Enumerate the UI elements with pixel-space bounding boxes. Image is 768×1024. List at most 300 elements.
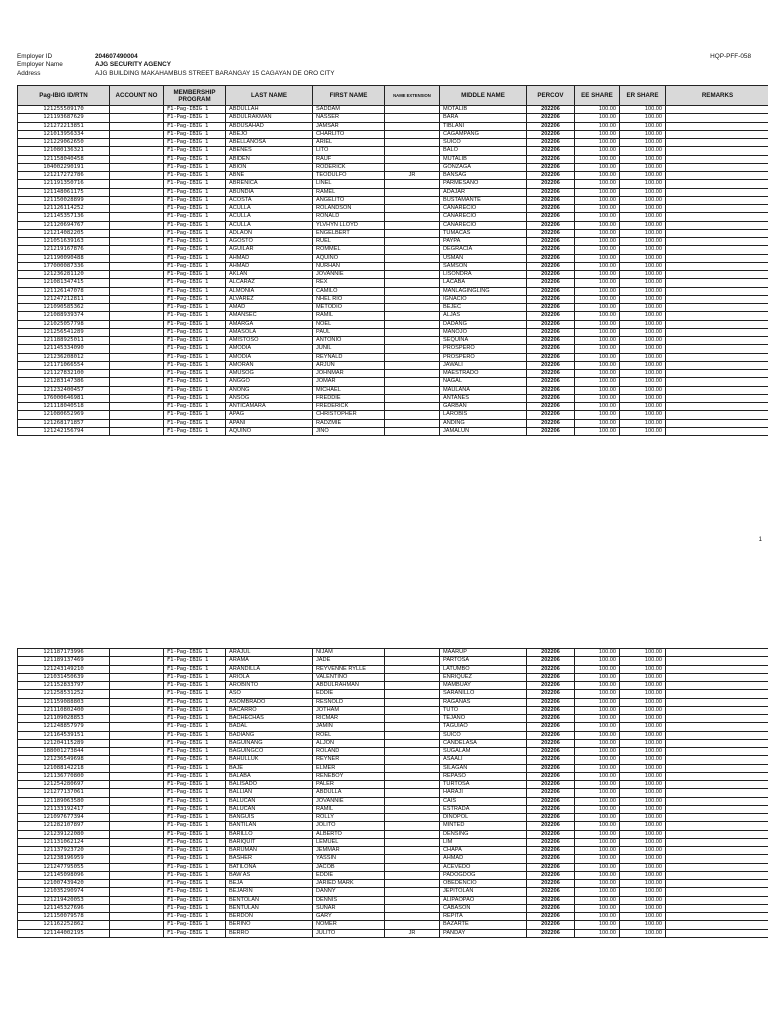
pagibig-id-cell: 121190090488 (18, 254, 110, 262)
table-row (18, 921, 768, 929)
ee-share-cell: 100.00 (575, 238, 620, 246)
middle-name-cell: DADANG (440, 320, 527, 328)
remarks-cell (666, 196, 768, 204)
percov-cell: 202206 (527, 855, 575, 863)
name-extension-cell (385, 723, 440, 731)
first-name-cell: ALJON (313, 739, 385, 747)
er-share-cell: 100.00 (620, 378, 666, 386)
remarks-cell (666, 682, 768, 690)
ee-share-cell: 100.00 (575, 370, 620, 378)
table-row (18, 690, 768, 698)
middle-name-cell: ANDING (440, 419, 527, 427)
ee-share-cell: 100.00 (575, 929, 620, 937)
account-no-cell (110, 386, 164, 394)
table-row (18, 353, 768, 361)
membership-program-cell: F1-Pag-IBIG 1 (164, 205, 226, 213)
account-no-cell (110, 880, 164, 888)
remarks-cell (666, 254, 768, 262)
first-name-cell: JOTHAM (313, 706, 385, 714)
membership-program-cell: F1-Pag-IBIG 1 (164, 847, 226, 855)
account-no-cell (110, 739, 164, 747)
er-share-cell: 100.00 (620, 756, 666, 764)
middle-name-cell: ENRIQUEZ (440, 673, 527, 681)
col-header-name-extension: NAME EXTENSION (385, 86, 440, 106)
pagibig-id-cell: 121080652969 (18, 411, 110, 419)
account-no-cell (110, 913, 164, 921)
table-row (18, 370, 768, 378)
membership-program-cell: F1-Pag-IBIG 1 (164, 764, 226, 772)
percov-cell: 202206 (527, 921, 575, 929)
ee-share-cell: 100.00 (575, 353, 620, 361)
first-name-cell: NHEL RIO (313, 295, 385, 303)
account-no-cell (110, 403, 164, 411)
pagibig-id-cell: 121229062650 (18, 139, 110, 147)
account-no-cell (110, 122, 164, 130)
first-name-cell: JULITO (313, 929, 385, 937)
middle-name-cell: PROSPERO (440, 345, 527, 353)
first-name-cell: RONALD (313, 213, 385, 221)
account-no-cell (110, 929, 164, 937)
membership-program-cell: F1-Pag-IBIG 1 (164, 797, 226, 805)
er-share-cell: 100.00 (620, 147, 666, 155)
account-no-cell (110, 320, 164, 328)
table-row (18, 163, 768, 171)
ee-share-cell: 100.00 (575, 180, 620, 188)
first-name-cell: PAUL (313, 328, 385, 336)
percov-cell: 202206 (527, 312, 575, 320)
pagibig-id-cell: 121126114252 (18, 205, 110, 213)
ee-share-cell: 100.00 (575, 213, 620, 221)
remarks-cell (666, 822, 768, 830)
account-no-cell (110, 706, 164, 714)
er-share-cell: 100.00 (620, 805, 666, 813)
er-share-cell: 100.00 (620, 394, 666, 402)
pagibig-id-cell: 121035290974 (18, 888, 110, 896)
table-row (18, 196, 768, 204)
middle-name-cell: JAWALI (440, 361, 527, 369)
percov-cell: 202206 (527, 295, 575, 303)
account-no-cell (110, 188, 164, 196)
first-name-cell: CHARLITO (313, 130, 385, 138)
account-no-cell (110, 345, 164, 353)
first-name-cell: TEODULFO (313, 172, 385, 180)
pagibig-id-cell: 121191350716 (18, 180, 110, 188)
er-share-cell: 100.00 (620, 246, 666, 254)
account-no-cell (110, 238, 164, 246)
pagibig-id-cell: 121247212811 (18, 295, 110, 303)
membership-program-cell: F1-Pag-IBIG 1 (164, 337, 226, 345)
er-share-cell: 100.00 (620, 657, 666, 665)
er-share-cell: 100.00 (620, 353, 666, 361)
percov-cell: 202206 (527, 386, 575, 394)
pagibig-id-cell: 121031450639 (18, 673, 110, 681)
middle-name-cell: MOTALIB (440, 106, 527, 114)
percov-cell: 202206 (527, 147, 575, 155)
ee-share-cell: 100.00 (575, 295, 620, 303)
table-row (18, 764, 768, 772)
account-no-cell (110, 139, 164, 147)
table-header-row (18, 86, 768, 106)
name-extension-cell (385, 805, 440, 813)
ee-share-cell: 100.00 (575, 904, 620, 912)
er-share-cell: 100.00 (620, 279, 666, 287)
membership-program-cell: F1-Pag-IBIG 1 (164, 378, 226, 386)
middle-name-cell: ADAJAR (440, 188, 527, 196)
last-name-cell: ABRENICA (226, 180, 313, 188)
membership-program-cell: F1-Pag-IBIG 1 (164, 427, 226, 435)
first-name-cell: NURHAN (313, 262, 385, 270)
middle-name-cell: PADOGDOG (440, 871, 527, 879)
percov-cell: 202206 (527, 822, 575, 830)
percov-cell: 202206 (527, 229, 575, 237)
first-name-cell: JACOB (313, 863, 385, 871)
address-label: Address (17, 69, 41, 77)
ee-share-cell: 100.00 (575, 262, 620, 270)
ee-share-cell: 100.00 (575, 155, 620, 163)
pagibig-id-cell: 121256541289 (18, 328, 110, 336)
name-extension-cell (385, 271, 440, 279)
col-header-ee-share: EE SHARE (575, 86, 620, 106)
remarks-cell (666, 690, 768, 698)
percov-cell: 202206 (527, 772, 575, 780)
pagibig-id-cell: 121189137469 (18, 657, 110, 665)
table-row (18, 238, 768, 246)
percov-cell: 202206 (527, 262, 575, 270)
er-share-cell: 100.00 (620, 789, 666, 797)
last-name-cell: BENTULAN (226, 904, 313, 912)
name-extension-cell (385, 279, 440, 287)
middle-name-cell: USMAN (440, 254, 527, 262)
table-row (18, 320, 768, 328)
remarks-cell (666, 106, 768, 114)
first-name-cell: ROMMEL (313, 246, 385, 254)
last-name-cell: BALUCAN (226, 797, 313, 805)
percov-cell: 202206 (527, 723, 575, 731)
middle-name-cell: PARMESANO (440, 180, 527, 188)
membership-program-cell: F1-Pag-IBIG 1 (164, 304, 226, 312)
table-row (18, 698, 768, 706)
account-no-cell (110, 698, 164, 706)
ee-share-cell: 100.00 (575, 673, 620, 681)
er-share-cell: 100.00 (620, 706, 666, 714)
remarks-cell (666, 706, 768, 714)
col-header-remarks: REMARKS (666, 86, 768, 106)
name-extension-cell (385, 690, 440, 698)
membership-program-cell: F1-Pag-IBIG 1 (164, 213, 226, 221)
membership-program-cell: F1-Pag-IBIG 1 (164, 403, 226, 411)
first-name-cell: ENGELBERT (313, 229, 385, 237)
remarks-cell (666, 163, 768, 171)
er-share-cell: 100.00 (620, 361, 666, 369)
pagibig-id-cell: 121088939374 (18, 312, 110, 320)
name-extension-cell (385, 205, 440, 213)
middle-name-cell: SILAGAN (440, 764, 527, 772)
account-no-cell (110, 163, 164, 171)
last-name-cell: ALMONIA (226, 287, 313, 295)
percov-cell: 202206 (527, 337, 575, 345)
name-extension-cell (385, 419, 440, 427)
name-extension-cell (385, 427, 440, 435)
table-row (18, 756, 768, 764)
membership-program-cell: F1-Pag-IBIG 1 (164, 739, 226, 747)
last-name-cell: ABDUSAHAD (226, 122, 313, 130)
remarks-cell (666, 855, 768, 863)
membership-program-cell: F1-Pag-IBIG 1 (164, 320, 226, 328)
name-extension-cell (385, 863, 440, 871)
last-name-cell: ACULLA (226, 221, 313, 229)
last-name-cell: AHMAD (226, 254, 313, 262)
pagibig-id-cell: 121268171857 (18, 419, 110, 427)
middle-name-cell: DEGRACIA (440, 246, 527, 254)
remarks-cell (666, 814, 768, 822)
name-extension-cell (385, 221, 440, 229)
last-name-cell: APAG (226, 411, 313, 419)
percov-cell: 202206 (527, 888, 575, 896)
table-row (18, 814, 768, 822)
remarks-cell (666, 147, 768, 155)
er-share-cell: 100.00 (620, 822, 666, 830)
percov-cell: 202206 (527, 320, 575, 328)
pagibig-id-cell: 121277137061 (18, 789, 110, 797)
ee-share-cell: 100.00 (575, 163, 620, 171)
name-extension-cell: JR (385, 929, 440, 937)
last-name-cell: AQUINO (226, 427, 313, 435)
last-name-cell: ABUNDIA (226, 188, 313, 196)
ee-share-cell: 100.00 (575, 896, 620, 904)
account-no-cell (110, 673, 164, 681)
membership-program-cell: F1-Pag-IBIG 1 (164, 386, 226, 394)
last-name-cell: BANGUIS (226, 814, 313, 822)
name-extension-cell (385, 155, 440, 163)
ee-share-cell: 100.00 (575, 739, 620, 747)
last-name-cell: ACOSTA (226, 196, 313, 204)
er-share-cell: 100.00 (620, 337, 666, 345)
ee-share-cell: 100.00 (575, 419, 620, 427)
name-extension-cell (385, 345, 440, 353)
last-name-cell: AMARGA (226, 320, 313, 328)
pagibig-id-cell: 121282107897 (18, 822, 110, 830)
last-name-cell: AROBINTO (226, 682, 313, 690)
middle-name-cell: PROSPERO (440, 353, 527, 361)
table-row (18, 403, 768, 411)
membership-program-cell: F1-Pag-IBIG 1 (164, 913, 226, 921)
percov-cell: 202206 (527, 682, 575, 690)
last-name-cell: ANTICAMARA (226, 403, 313, 411)
first-name-cell: VALENTINO (313, 673, 385, 681)
ee-share-cell: 100.00 (575, 797, 620, 805)
remarks-cell (666, 913, 768, 921)
first-name-cell: JAMSAR (313, 122, 385, 130)
percov-cell: 202206 (527, 863, 575, 871)
middle-name-cell: MANOJO (440, 328, 527, 336)
middle-name-cell: SUICO (440, 139, 527, 147)
last-name-cell: ABION (226, 163, 313, 171)
table-row (18, 213, 768, 221)
membership-program-cell: F1-Pag-IBIG 1 (164, 130, 226, 138)
percov-cell: 202206 (527, 130, 575, 138)
middle-name-cell: DENSING (440, 830, 527, 838)
pagibig-id-cell: 121193687629 (18, 114, 110, 122)
membership-program-cell: F1-Pag-IBIG 1 (164, 411, 226, 419)
remarks-cell (666, 246, 768, 254)
name-extension-cell (385, 229, 440, 237)
remarks-cell (666, 411, 768, 419)
ee-share-cell: 100.00 (575, 427, 620, 435)
table-row (18, 822, 768, 830)
account-no-cell (110, 353, 164, 361)
account-no-cell (110, 411, 164, 419)
first-name-cell: LINEL (313, 180, 385, 188)
membership-program-cell: F1-Pag-IBIG 1 (164, 698, 226, 706)
er-share-cell: 100.00 (620, 411, 666, 419)
er-share-cell: 100.00 (620, 221, 666, 229)
first-name-cell: ROLANDSON (313, 205, 385, 213)
table-row (18, 262, 768, 270)
account-no-cell (110, 772, 164, 780)
first-name-cell: ABDULLA (313, 789, 385, 797)
last-name-cell: ABEJO (226, 130, 313, 138)
middle-name-cell: REPITA (440, 913, 527, 921)
pagibig-id-cell: 121007439420 (18, 880, 110, 888)
er-share-cell: 100.00 (620, 888, 666, 896)
pagibig-id-cell: 121144002195 (18, 929, 110, 937)
table-row (18, 304, 768, 312)
pagibig-id-cell: 121214082205 (18, 229, 110, 237)
ee-share-cell: 100.00 (575, 106, 620, 114)
ee-share-cell: 100.00 (575, 830, 620, 838)
membership-program-cell: F1-Pag-IBIG 1 (164, 328, 226, 336)
employer-header (17, 53, 334, 78)
table-row (18, 361, 768, 369)
table-row (18, 287, 768, 295)
pagibig-id-cell: 121133192417 (18, 805, 110, 813)
col-header-er-share: ER SHARE (620, 86, 666, 106)
membership-program-cell: F1-Pag-IBIG 1 (164, 715, 226, 723)
account-no-cell (110, 246, 164, 254)
first-name-cell: REYNER (313, 756, 385, 764)
ee-share-cell: 100.00 (575, 122, 620, 130)
ee-share-cell: 100.00 (575, 246, 620, 254)
remarks-cell (666, 271, 768, 279)
pagibig-id-cell: 121242156794 (18, 427, 110, 435)
ee-share-cell: 100.00 (575, 114, 620, 122)
percov-cell: 202206 (527, 328, 575, 336)
percov-cell: 202206 (527, 122, 575, 130)
last-name-cell: BERINO (226, 921, 313, 929)
ee-share-cell: 100.00 (575, 196, 620, 204)
last-name-cell: BAGUINANG (226, 739, 313, 747)
remarks-cell (666, 871, 768, 879)
account-no-cell (110, 180, 164, 188)
account-no-cell (110, 271, 164, 279)
first-name-cell: PALER (313, 781, 385, 789)
last-name-cell: BAGUINGCO (226, 748, 313, 756)
pagibig-id-cell: 121164539151 (18, 731, 110, 739)
name-extension-cell (385, 304, 440, 312)
remarks-cell (666, 789, 768, 797)
first-name-cell: ARJUN (313, 361, 385, 369)
employer-id-label: Employer ID (17, 53, 53, 60)
er-share-cell: 100.00 (620, 254, 666, 262)
account-no-cell (110, 797, 164, 805)
table-row (18, 394, 768, 402)
remarks-cell (666, 419, 768, 427)
name-extension-cell (385, 715, 440, 723)
middle-name-cell: MAESTRADO (440, 370, 527, 378)
remarks-cell (666, 188, 768, 196)
pagibig-id-cell: 121236281120 (18, 271, 110, 279)
name-extension-cell (385, 246, 440, 254)
membership-program-cell: F1-Pag-IBIG 1 (164, 822, 226, 830)
er-share-cell: 100.00 (620, 913, 666, 921)
pagibig-id-cell: 121236549698 (18, 756, 110, 764)
percov-cell: 202206 (527, 657, 575, 665)
remarks-cell (666, 345, 768, 353)
membership-program-cell: F1-Pag-IBIG 1 (164, 312, 226, 320)
name-extension-cell (385, 238, 440, 246)
remarks-cell (666, 304, 768, 312)
er-share-cell: 100.00 (620, 838, 666, 846)
er-share-cell: 100.00 (620, 205, 666, 213)
ee-share-cell: 100.00 (575, 394, 620, 402)
name-extension-cell (385, 328, 440, 336)
table-row (18, 130, 768, 138)
pagibig-id-cell: 121110802400 (18, 706, 110, 714)
last-name-cell: BARUMAN (226, 847, 313, 855)
first-name-cell: NOMER (313, 921, 385, 929)
address-value: AJG BUILDING MAKAHAMBUS STREET BARANGAY 15 CAGAYAN DE ORO CITY (95, 69, 335, 77)
table-row (18, 106, 768, 114)
membership-program-cell: F1-Pag-IBIG 1 (164, 871, 226, 879)
employer-name-label: Employer Name (17, 61, 63, 69)
table-row (18, 772, 768, 780)
table-row (18, 180, 768, 188)
er-share-cell: 100.00 (620, 345, 666, 353)
membership-program-cell: F1-Pag-IBIG 1 (164, 673, 226, 681)
percov-cell: 202206 (527, 205, 575, 213)
table-row (18, 419, 768, 427)
percov-cell: 202206 (527, 139, 575, 147)
membership-program-cell: F1-Pag-IBIG 1 (164, 139, 226, 147)
account-no-cell (110, 196, 164, 204)
last-name-cell: ALCARAZ (226, 279, 313, 287)
percov-cell: 202206 (527, 797, 575, 805)
name-extension-cell (385, 378, 440, 386)
account-no-cell (110, 254, 164, 262)
remarks-cell (666, 180, 768, 188)
remarks-cell (666, 155, 768, 163)
middle-name-cell: LISONDRA (440, 271, 527, 279)
ee-share-cell: 100.00 (575, 748, 620, 756)
name-extension-cell (385, 731, 440, 739)
middle-name-cell: LIM (440, 838, 527, 846)
er-share-cell: 100.00 (620, 880, 666, 888)
er-share-cell: 100.00 (620, 781, 666, 789)
table-row (18, 847, 768, 855)
ee-share-cell: 100.00 (575, 386, 620, 394)
middle-name-cell: SAMSON (440, 262, 527, 270)
table-row (18, 706, 768, 714)
remarks-cell (666, 361, 768, 369)
table-row (18, 411, 768, 419)
name-extension-cell: JR (385, 172, 440, 180)
membership-program-cell: F1-Pag-IBIG 1 (164, 196, 226, 204)
ee-share-cell: 100.00 (575, 279, 620, 287)
percov-cell: 202206 (527, 378, 575, 386)
account-no-cell (110, 921, 164, 929)
first-name-cell: JOVANNIE (313, 797, 385, 805)
account-no-cell (110, 781, 164, 789)
